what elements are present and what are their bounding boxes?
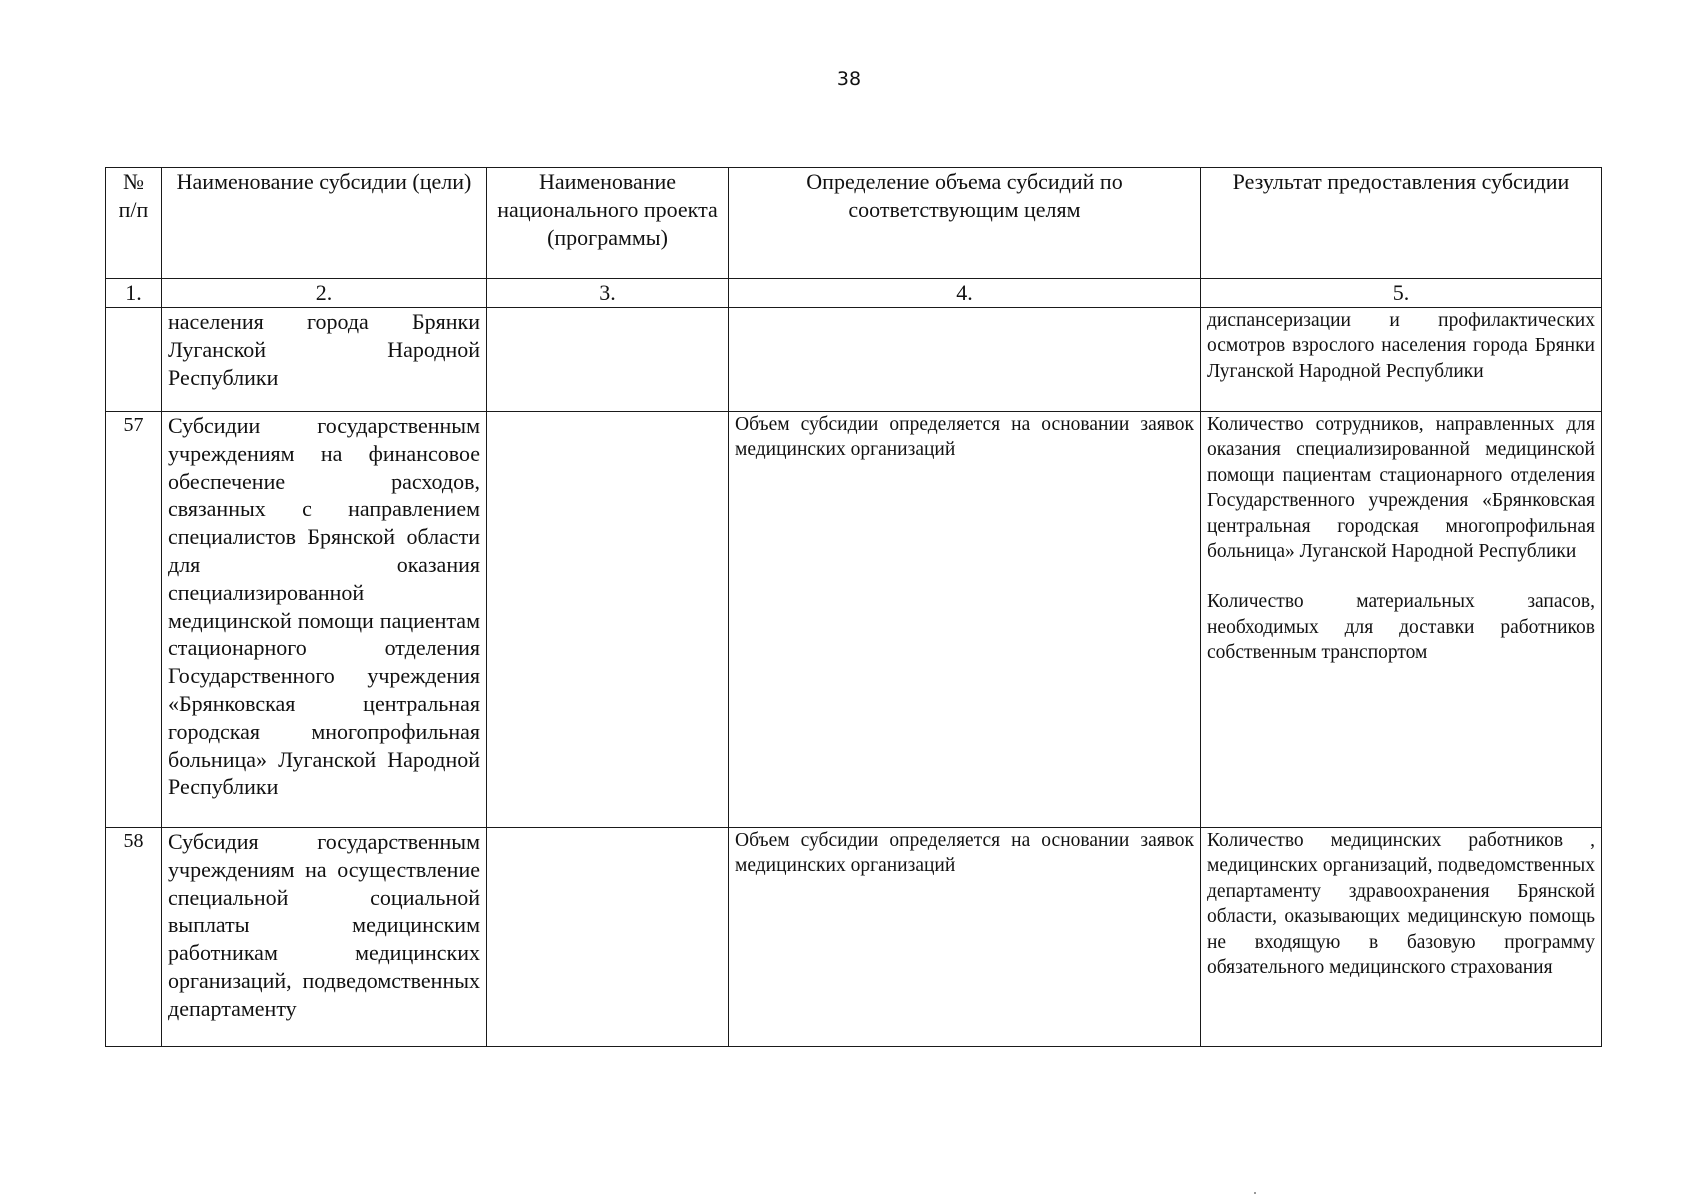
row-number: 57 <box>106 412 162 828</box>
subsidy-result <box>1201 828 1602 1047</box>
subsidy-table <box>105 167 1602 1047</box>
header-volume-definition: Определение объема субсидий по соответствующим целям <box>729 168 1201 279</box>
national-project <box>487 828 729 1047</box>
national-project <box>487 308 729 412</box>
result-paragraph: диспансеризации и профилактических осмотров взрослого населения города Брянки Луганской Народной Республики <box>1207 310 1595 382</box>
subsidy-name: Субсидии государственным учреждениям на финансовое обеспечение расходов, связанных с направлением специалистов Брянской области для оказания специализированной медицинской помощи пациентам стационарного отделения Государственного учреждения «Брянковская центральная городская многопрофильная больница» Луганской Народной Республики <box>162 412 487 828</box>
table-row <box>106 308 1602 412</box>
header-result: Результат предоставления субсидии <box>1201 168 1602 279</box>
result-paragraph: Количество медицинских работников , медицинских организаций, подведомственных департаменту здравоохранения Брянской области, оказывающих медицинскую помощь не входящую в базовую программу обязательного медицинского страхования <box>1207 830 1595 979</box>
national-project <box>487 412 729 828</box>
result-paragraph: Количество материальных запасов, необходимых для доставки работников собственным транспортом <box>1207 591 1595 664</box>
volume-definition: Объем субсидии определяется на основании заявок медицинских организаций <box>729 828 1201 1047</box>
subsidy-result <box>1201 308 1602 412</box>
volume-definition: Объем субсидии определяется на основании заявок медицинских организаций <box>729 412 1201 828</box>
column-number: 2. <box>162 279 487 308</box>
subsidy-name: Субсидия государственным учреждениям на осуществление специальной социальной выплаты медицинским работникам медицинских организаций, подведомственных департаменту <box>162 828 487 1047</box>
row-number: 58 <box>106 828 162 1047</box>
column-number: 5. <box>1201 279 1602 308</box>
table-row <box>106 828 1602 1047</box>
header-number: № п/п <box>106 168 162 279</box>
column-number: 3. <box>487 279 729 308</box>
table-header-row <box>106 168 1602 279</box>
header-subsidy-name: Наименование субсидии (цели) <box>162 168 487 279</box>
row-number <box>106 308 162 412</box>
scan-speck <box>1254 1192 1256 1194</box>
table-row <box>106 412 1602 828</box>
result-paragraph: Количество сотрудников, направленных для оказания специализированной медицинской помощи пациентам стационарного отделения Государственного учреждения «Брянковская центральная городская многопрофильная больница» Луганской Народной Республики <box>1207 414 1595 563</box>
page-number: 38 <box>836 68 862 90</box>
subsidy-result <box>1201 412 1602 828</box>
subsidy-name: населения города Брянки Луганской Народной Республики <box>162 308 487 412</box>
column-number-row <box>106 279 1602 308</box>
column-number: 1. <box>106 279 162 308</box>
column-number: 4. <box>729 279 1201 308</box>
volume-definition <box>729 308 1201 412</box>
header-national-project: Наименование национального проекта (программы) <box>487 168 729 279</box>
